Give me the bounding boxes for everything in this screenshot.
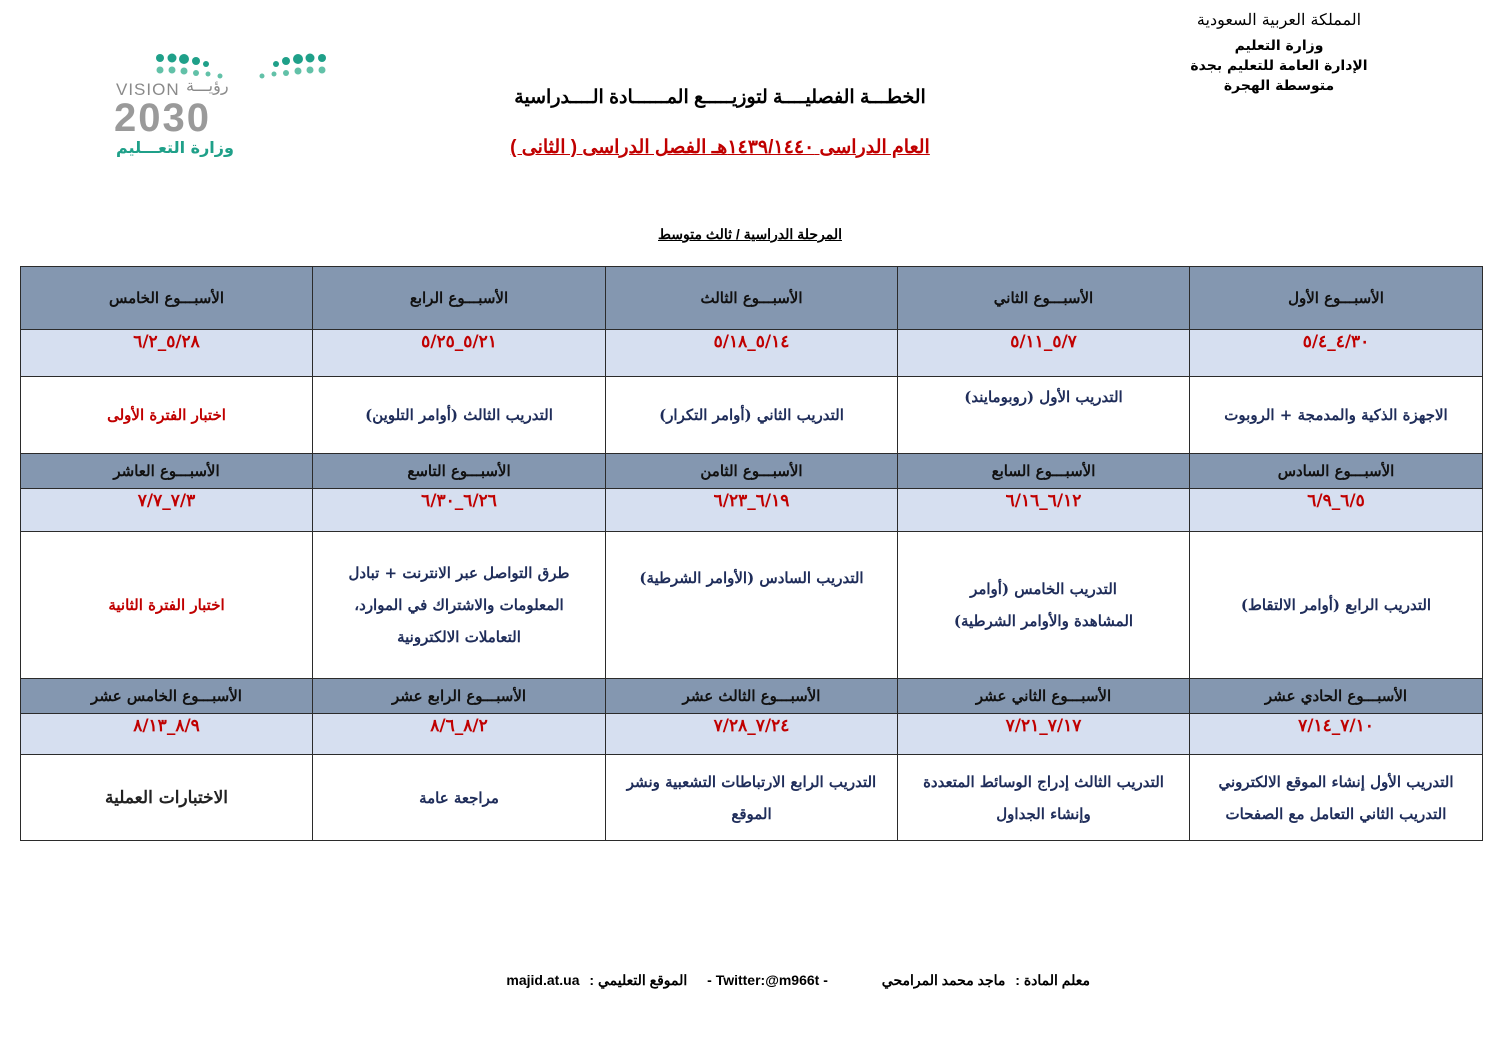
teacher-name: ماجد محمد المرامحي (881, 972, 1006, 988)
week-dates: ٦/١٩_٦/٢٣ (606, 489, 898, 532)
school-name: متوسطة الهجرة (1223, 78, 1335, 94)
distribution-plan-table (20, 266, 1483, 841)
week-label: الأسبـــوع الثاني عشر (898, 679, 1190, 714)
vision-arabic-text: رؤيـــة (186, 76, 229, 95)
letterhead (1169, 8, 1389, 96)
vision-year: 2030 (114, 96, 211, 140)
vision-text: VISION (116, 80, 180, 99)
week-content: التدريب الرابع الارتباطات التشعبية ونشر الموقع (606, 755, 898, 841)
content-row (21, 532, 1483, 679)
week-content: التدريب الثاني (أوامر التكرار) (606, 377, 898, 454)
week-label: الأسبـــوع العاشر (21, 454, 313, 489)
week-label: الأسبـــوع التاسع (313, 454, 606, 489)
page-title: الخطـــة الفصليــــة لتوزيـــــع المــــــادة الــــدراسية (514, 87, 926, 108)
week-label: الأسبـــوع الخامس عشر (21, 679, 313, 714)
week-dates: ٧/٣_٧/٧ (21, 489, 313, 532)
week-content: مراجعة عامة (313, 755, 606, 841)
week-dates: ٧/١٠_٧/١٤ (1190, 714, 1483, 755)
dots-pattern-icon (148, 52, 328, 82)
date-row (21, 489, 1483, 532)
week-dates: ٤/٣٠_٥/٤ (1190, 330, 1483, 377)
week-label: الأسبـــوع الثالث عشر (606, 679, 898, 714)
week-dates: ٧/١٧_٧/٢١ (898, 714, 1190, 755)
week-dates: ٨/٩_٨/١٣ (21, 714, 313, 755)
week-dates: ٥/٢١_٥/٢٥ (313, 330, 606, 377)
week-content: الاجهزة الذكية والمدمجة + الروبوت (1190, 377, 1483, 454)
date-row (21, 714, 1483, 755)
week-content: التدريب الأول (روبومايند) (898, 377, 1190, 454)
site-link[interactable]: majid.at.ua (506, 972, 580, 988)
week-content: التدريب الرابع (أوامر الالتقاط) (1190, 532, 1483, 679)
week-header-row (21, 267, 1483, 330)
week-label: الأسبـــوع الرابع (313, 267, 606, 330)
academic-year-title (440, 136, 1000, 159)
twitter-handle: - Twitter:@m966t - (707, 972, 828, 988)
week-label: الأسبـــوع الرابع عشر (313, 679, 606, 714)
stage-label (560, 226, 940, 243)
exam-content: الاختبارات العملية (21, 755, 313, 841)
date-row (21, 330, 1483, 377)
content-row (21, 755, 1483, 841)
week-dates: ٨/٢_٨/٦ (313, 714, 606, 755)
week-dates: ٥/٢٨_٦/٢ (21, 330, 313, 377)
vision-2030-logo (108, 52, 288, 162)
exam-content: اختبار الفترة الثانية (21, 532, 313, 679)
directorate-name: الإدارة العامة للتعليم بجدة (1190, 58, 1368, 74)
week-dates: ٦/١٢_٦/١٦ (898, 489, 1190, 532)
week-label: الأسبـــوع الحادي عشر (1190, 679, 1483, 714)
logo-ministry-text: وزارة التعـــليم (116, 138, 234, 157)
week-dates: ٧/٢٤_٧/٢٨ (606, 714, 898, 755)
content-row (21, 377, 1483, 454)
week-label: الأسبـــوع الخامس (21, 267, 313, 330)
week-dates: ٥/١٤_٥/١٨ (606, 330, 898, 377)
week-content: طرق التواصل عبر الانترنت + تبادل المعلومات والاشتراك في الموارد، التعاملات الالكترونية (313, 532, 606, 679)
week-header-row (21, 679, 1483, 714)
academic-year-text: العام الدراسى ١٤٣٩/١٤٤٠هـ الفصل الدراسى ( الثانى ) (510, 137, 930, 158)
week-content: التدريب الثالث إدراج الوسائط المتعددة وإنشاء الجداول (898, 755, 1190, 841)
exam-content: اختبار الفترة الأولى (21, 377, 313, 454)
stage-text: المرحلة الدراسية / ثالث متوسط (658, 226, 842, 242)
footer (300, 972, 1090, 989)
site-label: الموقع التعليمي : (589, 972, 688, 988)
week-dates: ٥/٧_٥/١١ (898, 330, 1190, 377)
week-content: التدريب السادس (الأوامر الشرطية) (606, 532, 898, 679)
week-label: الأسبـــوع الأول (1190, 267, 1483, 330)
week-label: الأسبـــوع الثالث (606, 267, 898, 330)
week-content: التدريب الأول إنشاء الموقع الالكتروني التدريب الثاني التعامل مع الصفحات (1190, 755, 1483, 841)
week-content: التدريب الثالث (أوامر التلوين) (313, 377, 606, 454)
week-header-row (21, 454, 1483, 489)
week-label: الأسبـــوع الثامن (606, 454, 898, 489)
week-label: الأسبـــوع السابع (898, 454, 1190, 489)
week-dates: ٦/٥_٦/٩ (1190, 489, 1483, 532)
ministry-name: وزارة التعليم (1234, 38, 1324, 54)
week-label: الأسبـــوع الثاني (898, 267, 1190, 330)
kingdom-name: المملكة العربية السعودية (1196, 10, 1362, 29)
teacher-label: معلم المادة : (1015, 972, 1090, 988)
week-content: التدريب الخامس (أوامر المشاهدة والأوامر الشرطية) (898, 532, 1190, 679)
week-label: الأسبـــوع السادس (1190, 454, 1483, 489)
week-dates: ٦/٢٦_٦/٣٠ (313, 489, 606, 532)
